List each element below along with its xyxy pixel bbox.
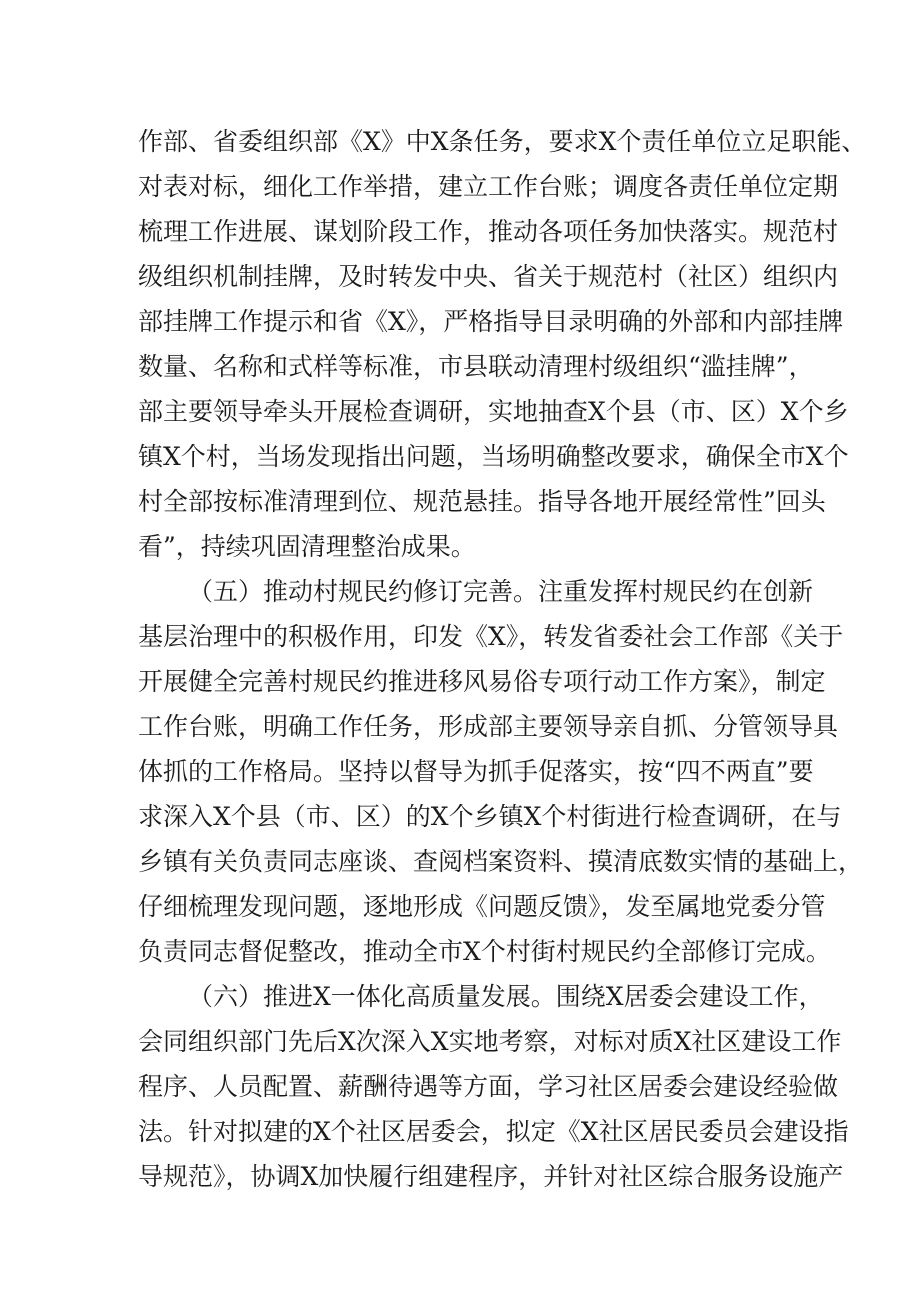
text-line: 法。针对拟建的X个社区居委会，拟定《X社区居民委员会建设指 <box>138 1117 849 1146</box>
text-line: 仔细梳理发现问题，逐地形成《问题反馈》，发至属地党委分管 <box>138 892 826 921</box>
text-line: 镇X个村，当场发现指出问题，当场明确整改要求，确保全市X个 <box>138 442 849 471</box>
document-body <box>138 119 867 1199</box>
section-heading-line: （五）推动村规民约修订完善。注重发挥村规民约在创新 <box>188 577 814 606</box>
section-heading-line: （六）推进X一体化高质量发展。围绕X居委会建设工作， <box>188 982 824 1011</box>
text-line: 部挂牌工作提示和省《X》，严格指导目录明确的外部和内部挂牌 <box>138 307 844 336</box>
text-line: 工作台账，明确工作任务，形成部主要领导亲自抓、分管领导具 <box>138 712 839 741</box>
paragraph-2 <box>138 569 864 974</box>
text-line: 负责同志督促整改，推动全市X个村街村规民约全部修订完成。 <box>138 937 831 966</box>
paragraph-3 <box>138 974 849 1199</box>
text-line: 数量、名称和式样等标准，市县联动清理村级组织“滥挂牌”， <box>138 352 814 381</box>
paragraph-1 <box>138 119 867 569</box>
text-line: 看”，持续巩固清理整治成果。 <box>138 532 476 561</box>
text-line: 求深入X个县（市、区）的X个乡镇X个村街进行检查调研，在与 <box>138 802 842 831</box>
text-line: 级组织机制挂牌，及时转发中央、省关于规范村（社区）组织内 <box>138 262 839 291</box>
text-line: 对表对标，细化工作举措，建立工作台账；调度各责任单位定期 <box>138 172 839 201</box>
text-line: 梳理工作进展、谋划阶段工作，推动各项任务加快落实。规范村 <box>138 217 839 246</box>
text-line: 程序、人员配置、薪酬待遇等方面，学习社区居委会建设经验做 <box>138 1072 839 1101</box>
text-line: 开展健全完善村规民约推进移风易俗专项行动工作方案》，制定 <box>138 667 826 696</box>
text-line: 导规范》，协调X加快履行组建程序，并针对社区综合服务设施产 <box>138 1162 844 1191</box>
text-line: 乡镇有关负责同志座谈、查阅档案资料、摸清底数实情的基础上， <box>138 847 864 876</box>
text-line: 作部、省委组织部《X》中X条任务，要求X个责任单位立足职能、 <box>138 127 867 156</box>
text-line: 会同组织部门先后X次深入X实地考察，对标对质X社区建设工作 <box>138 1027 842 1056</box>
text-line: 村全部按标准清理到位、规范悬挂。指导各地开展经常性”回头 <box>138 487 826 516</box>
text-line: 部主要领导牵头开展检查调研，实地抽查X个县（市、区）X个乡 <box>138 397 849 426</box>
text-line: 体抓的工作格局。坚持以督导为抓手促落实，按“四不两直”要 <box>138 757 814 786</box>
text-line: 基层治理中的积极作用，印发《X》，转发省委社会工作部《关于 <box>138 622 844 651</box>
